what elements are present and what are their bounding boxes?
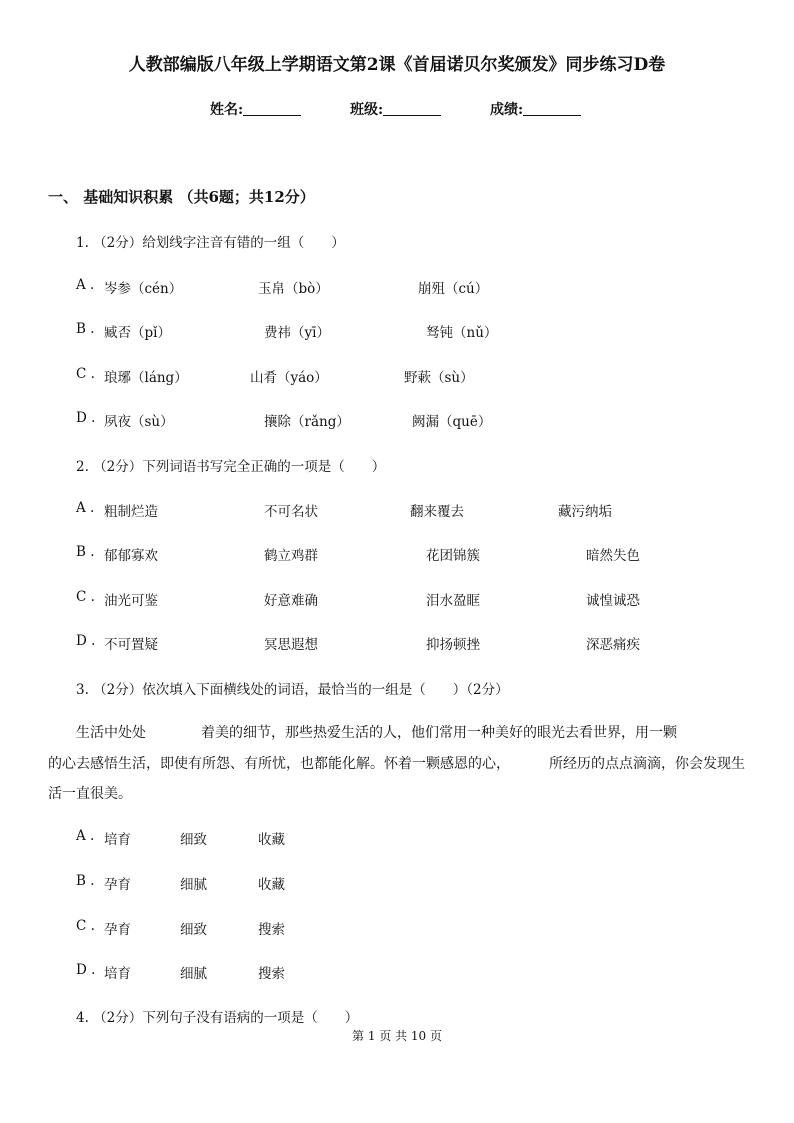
q2-option-c-item: 诚惶诚恐 — [586, 593, 640, 609]
q2-option-c-item: 泪水盈眶 — [426, 593, 480, 609]
class-field — [350, 99, 441, 119]
q3-passage-text: 着美的细节，那些热爱生活的人，他们常用一种美好的眼光去看世界，用一颗 — [201, 725, 677, 741]
q3-option-c-item: 孕育 — [104, 922, 131, 938]
class-blank — [383, 101, 441, 116]
q3-option-a-item: 细致 — [180, 832, 207, 848]
class-label: 班级: — [350, 102, 384, 118]
q2-option-c-label: C . — [76, 589, 95, 605]
q1-option-b-item: 臧否（pǐ） — [104, 325, 171, 341]
q1-option-d-label: D . — [76, 410, 96, 426]
q1-option-c-item: 琅琊（láng） — [104, 370, 188, 386]
q1-option-a-item: 玉帛（bò） — [258, 281, 329, 297]
q2-option-a-label: A . — [76, 500, 95, 516]
question-3-stem: 3. （2分）依次填入下面横线处的词语，最恰当的一组是（ ）（2分） — [76, 682, 509, 698]
q3-option-c-label: C . — [76, 918, 95, 934]
page-title: 人教部编版八年级上学期语文第2课《首届诺贝尔奖颁发》同步练习D卷 — [128, 55, 666, 75]
q2-option-a-item: 翻来覆去 — [410, 504, 464, 520]
name-label: 姓名: — [210, 102, 244, 118]
q2-option-c-item: 好意难确 — [264, 593, 318, 609]
q1-option-c-label: C . — [76, 366, 95, 382]
question-2-stem: 2. （2分）下列词语书写完全正确的一项是（ ） — [76, 459, 386, 475]
q3-option-b-item: 细腻 — [180, 877, 207, 893]
q1-option-d-item: 夙夜（sù） — [104, 414, 174, 430]
q2-option-d-item: 冥思遐想 — [264, 637, 318, 653]
q3-passage-text: 的心去感悟生活，即使有所怨、有所忧，也都能化解。怀着一颗感恩的心， — [48, 756, 510, 772]
q3-option-b-item: 收藏 — [258, 877, 285, 893]
q3-option-b-item: 孕育 — [104, 877, 131, 893]
q1-option-c-item: 野蔌（sù） — [404, 370, 474, 386]
section-heading: 一、 基础知识积累 （共6题；共12分） — [48, 188, 315, 206]
q2-option-d-item: 不可置疑 — [104, 637, 158, 653]
q1-option-a-item: 崩殂（cú） — [418, 281, 489, 297]
q2-option-b-item: 暗然失色 — [586, 548, 640, 564]
q3-option-d-item: 细腻 — [180, 966, 207, 982]
page-footer: 第 1 页 共 10 页 — [352, 1029, 442, 1043]
q2-option-a-item: 粗制烂造 — [104, 504, 158, 520]
q1-option-d-item: 攘除（rǎng） — [264, 414, 350, 430]
q3-option-c-item: 搜索 — [258, 922, 285, 938]
q2-option-b-label: B . — [76, 544, 95, 560]
q1-option-b-item: 费祎（yī） — [264, 325, 330, 341]
q3-option-a-label: A . — [76, 828, 95, 844]
q3-passage-text: 活一直很美。 — [48, 786, 132, 802]
q2-option-c-item: 油光可鉴 — [104, 593, 158, 609]
name-blank — [243, 101, 301, 116]
question-4-stem: 4. （2分）下列句子没有语病的一项是（ ） — [76, 1010, 359, 1026]
q3-option-a-item: 收藏 — [258, 832, 285, 848]
q3-option-a-item: 培育 — [104, 832, 131, 848]
q2-option-d-item: 深恶痛疾 — [586, 637, 640, 653]
q3-option-d-label: D . — [76, 962, 96, 978]
q2-option-a-item: 藏污纳垢 — [558, 504, 612, 520]
score-label: 成绩: — [490, 102, 524, 118]
q2-option-d-label: D . — [76, 633, 96, 649]
q2-option-d-item: 抑扬顿挫 — [426, 637, 480, 653]
score-field — [490, 99, 581, 119]
q1-option-b-item: 驽钝（nǔ） — [426, 325, 498, 341]
score-blank — [523, 101, 581, 116]
q2-option-b-item: 花团锦簇 — [426, 548, 480, 564]
q3-passage-text: 生活中处处 — [76, 725, 146, 741]
q2-option-a-item: 不可名状 — [264, 504, 318, 520]
q1-option-a-item: 岑参（cén） — [104, 281, 183, 297]
q3-option-c-item: 细致 — [180, 922, 207, 938]
q2-option-b-item: 郁郁寡欢 — [104, 548, 158, 564]
question-1-stem: 1. （2分）给划线字注音有错的一组（ ） — [76, 235, 345, 251]
q3-option-d-item: 培育 — [104, 966, 131, 982]
q3-passage-text: 所经历的点点滴滴，你会发现生 — [549, 756, 745, 772]
q2-option-b-item: 鹤立鸡群 — [264, 548, 318, 564]
q1-option-d-item: 阙漏（quē） — [412, 414, 492, 430]
q3-option-d-item: 搜索 — [258, 966, 285, 982]
q1-option-c-item: 山肴（yáo） — [250, 370, 328, 386]
name-field — [210, 99, 301, 119]
q3-option-b-label: B . — [76, 873, 95, 889]
q1-option-a-label: A . — [76, 277, 95, 293]
q1-option-b-label: B . — [76, 321, 95, 337]
